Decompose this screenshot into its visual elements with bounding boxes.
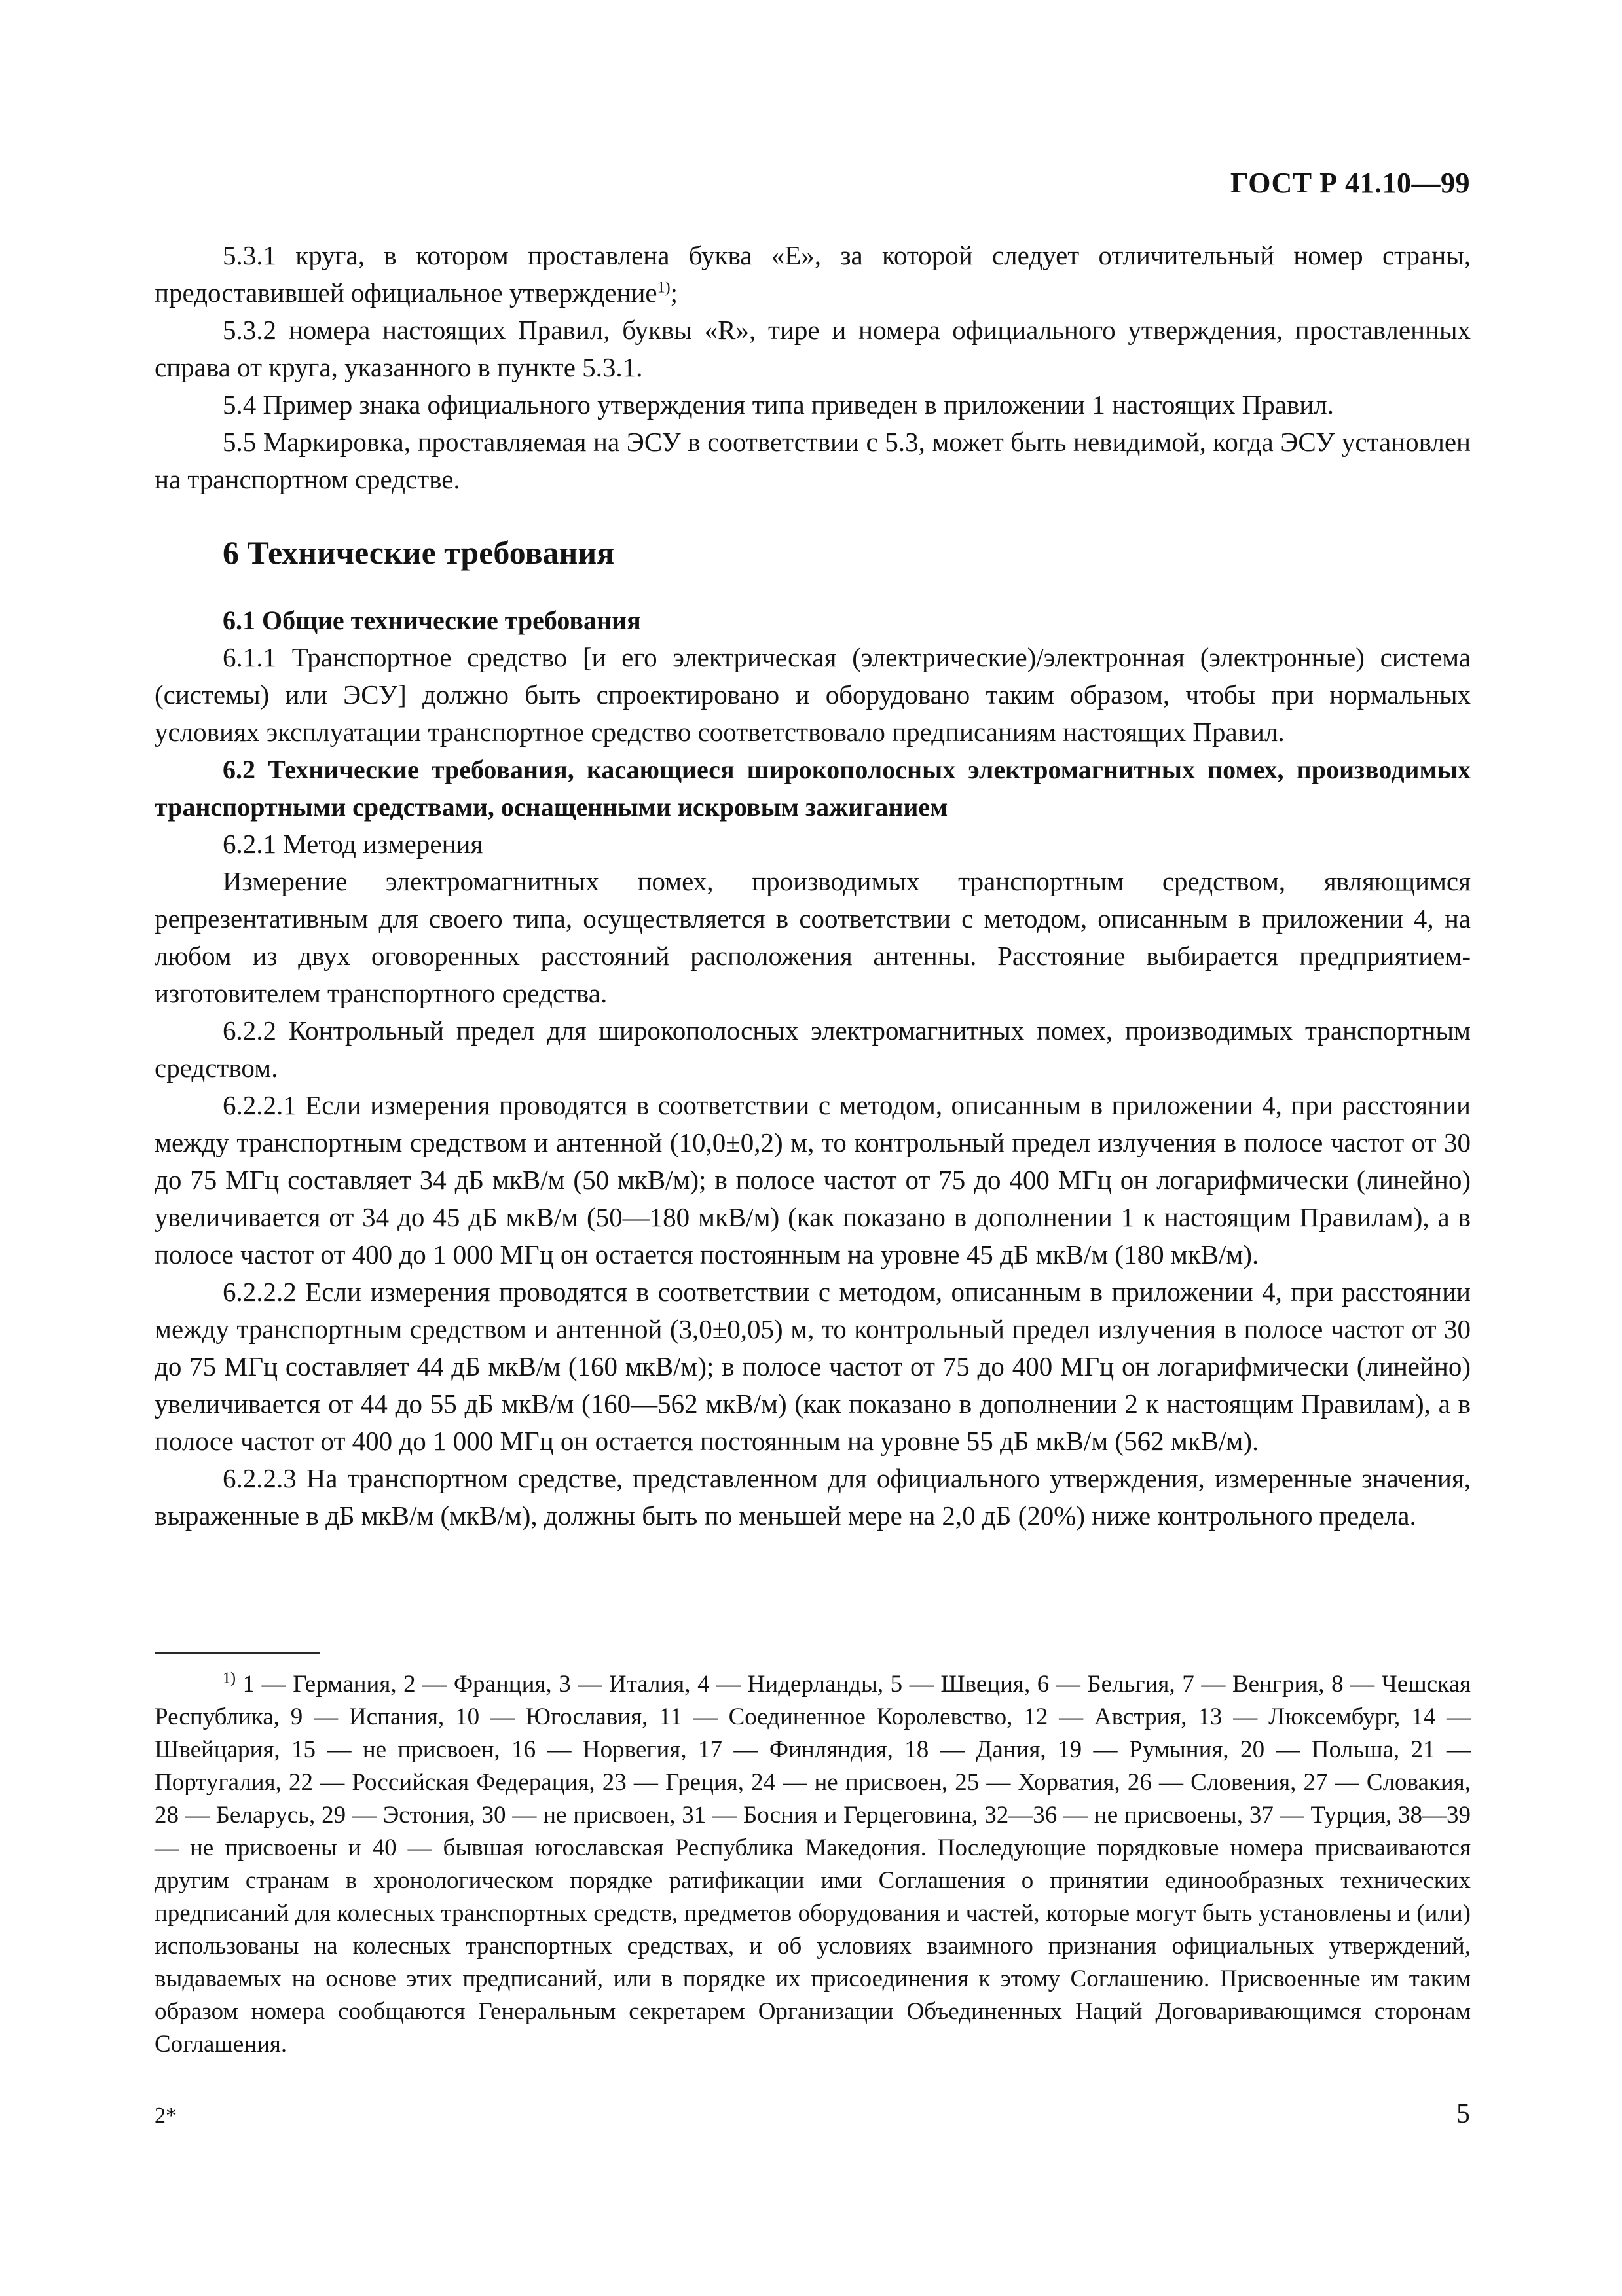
footnote-ref[interactable]: 1) xyxy=(657,279,671,297)
subsection-6-1-title: 6.1 Общие технические требования xyxy=(223,606,641,635)
footnote-divider xyxy=(155,1652,320,1654)
footnote xyxy=(155,1668,1471,2061)
paragraph-5-5: 5.5 Маркировка, проставляемая на ЭСУ в соответствии с 5.3, может быть невидимой, когда ЭСУ установлен на транспортном средстве. xyxy=(155,427,1471,494)
footnote-text: 1 — Германия, 2 — Франция, 3 — Италия, 4 — Нидерланды, 5 — Швеция, 6 — Бельгия, 7 — Венгрия, 8 — Чешская Республика, 9 — Испания, 10 — Югославия, 11 — Соединенное Королевство, 12 — Австрия, 13 — Люксембург, 14 — Швейцария, 15 — не присвоен, 16 — Норвегия, 17 — Финляндия, 18 — Дания, 19 — Румыния, 20 — Польша, 21 — Португалия, 22 — Российская Федерация, 23 — Греция, 24 — не присвоен, 25 — Хорватия, 26 — Словения, 27 — Словакия, 28 — Беларусь, 29 — Эстония, 30 — не присвоен, 31 — Босния и Герцеговина, 32—36 — не присвоены, 37 — Турция, 38—39 — не присвоены и 40 — бывшая югославская Республика Македония. Последующие порядковые номера присваиваются другим странам в хронологическом порядке ратификации ими Соглашения о принятии единообразных технических предписаний для колесных транспортных средств, предметов оборудования и частей, которые могут быть установлены и (или) использованы на колесных транспортных средствах, и об условиях взаимного признания официальных утверждений, выдаваемых на основе этих предписаний, или в порядке их присоединения к этому Соглашению. Присвоенные им таким образом номера сообщаются Генеральным секретарем Организации Объединенных Наций Договаривающимся сторонам Соглашения. xyxy=(155,1671,1471,2058)
section-6-title: 6 Технические требования xyxy=(223,534,615,571)
document-body xyxy=(155,237,1471,1535)
signature-mark: 2* xyxy=(155,2104,177,2128)
paragraph-6-2-2-3: 6.2.2.3 На транспортном средстве, представленном для официального утверждения, измеренные значения, выраженные в дБ мкВ/м (мкВ/м), должны быть по меньшей мере на 2,0 дБ (20%) ниже контрольного предела. xyxy=(155,1463,1471,1531)
paragraph-5-4: 5.4 Пример знака официального утверждения типа приведен в приложении 1 настоящих Правил. xyxy=(223,390,1334,420)
paragraph-6-1-1: 6.1.1 Транспортное средство [и его электрическая (электрические)/электронная (электронные) система (системы) или ЭСУ] должно быть спроектировано и оборудовано таким образом, чтобы при нормальных условиях эксплуатации транспортное средство соответствовало предписаниям настоящих Правил. xyxy=(155,642,1471,747)
paragraph-6-2-1: 6.2.1 Метод измерения xyxy=(223,829,483,859)
paragraph-text: 5.3.1 круга, в котором проставлена буква «E», за которой следует отличительный номер страны, предоставившей официальное утверждение xyxy=(155,240,1471,308)
subsection-6-2-title: 6.2 Технические требования, касающиеся широкополосных электромагнитных помех, производимых транспортными средствами, оснащенными искровым зажиганием xyxy=(155,755,1471,822)
paragraph-6-2-2-1: 6.2.2.1 Если измерения проводятся в соответствии с методом, описанным в приложении 4, при расстоянии между транспортным средством и антенной (10,0±0,2) м, то контрольный предел излучения в полосе частот от 30 до 75 МГц составляет 34 дБ мкВ/м (50 мкВ/м); в полосе частот от 75 до 400 МГц он логарифмически (линейно) увеличивается от 34 до 45 дБ мкВ/м (50—180 мкВ/м) (как показано в дополнении 1 к настоящим Правилам), а в полосе частот от 400 до 1 000 МГц он остается постоянным на уровне 45 дБ мкВ/м (180 мкВ/м). xyxy=(155,1090,1471,1269)
footnote-marker: 1) xyxy=(223,1669,236,1687)
paragraph-5-3-1 xyxy=(155,237,1471,312)
paragraph-text-end: ; xyxy=(670,278,678,308)
paragraph-5-3-2: 5.3.2 номера настоящих Правил, буквы «R», тире и номера официального утверждения, проставленных справа от круга, указанного в пункте 5.3.1. xyxy=(155,315,1471,382)
paragraph-6-2-2-2: 6.2.2.2 Если измерения проводятся в соответствии с методом, описанным в приложении 4, при расстоянии между транспортным средством и антенной (3,0±0,05) м, то контрольный предел излучения в полосе частот от 30 до 75 МГц составляет 44 дБ мкВ/м (160 мкВ/м); в полосе частот от 75 до 400 МГц он логарифмически (линейно) увеличивается от 44 до 55 дБ мкВ/м (160—562 мкВ/м) (как показано в дополнении 2 к настоящим Правилам), а в полосе частот от 400 до 1 000 МГц он остается постоянным на уровне 55 дБ мкВ/м (562 мкВ/м). xyxy=(155,1277,1471,1456)
paragraph-6-2-2: 6.2.2 Контрольный предел для широкополосных электромагнитных помех, производимых транспортным средством. xyxy=(155,1015,1471,1083)
document-code: ГОСТ Р 41.10—99 xyxy=(1230,167,1470,199)
page-number: 5 xyxy=(1456,2099,1470,2129)
paragraph-6-2-1-text: Измерение электромагнитных помех, производимых транспортным средством, являющимся репрезентативным для своего типа, осуществляется в соответствии с методом, описанным в приложении 4, на любом из двух оговоренных расстояний расположения антенны. Расстояние выбирается предприятием-изготовителем транспортного средства. xyxy=(155,866,1471,1008)
